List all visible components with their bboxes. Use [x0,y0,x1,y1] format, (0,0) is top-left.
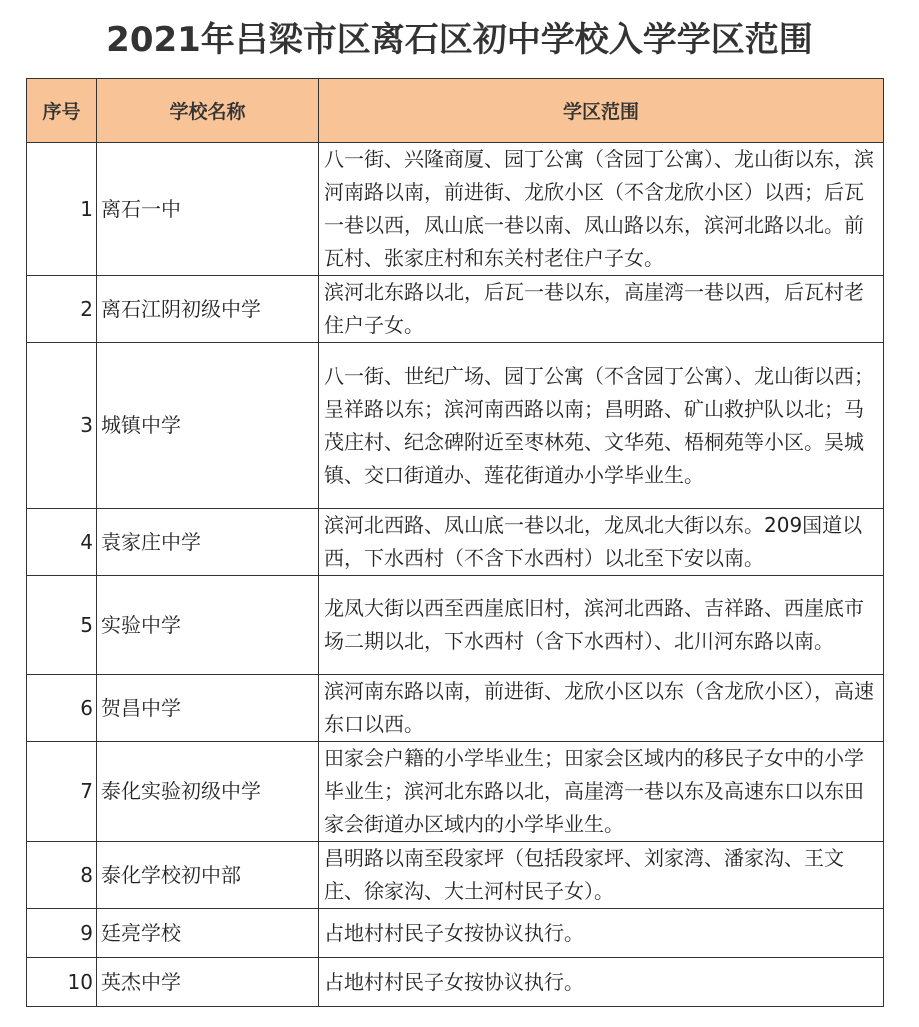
table-row [27,276,884,343]
district-range: 占地村村民子女按协议执行。 [319,958,884,1007]
row-number: 5 [27,576,97,675]
school-name: 泰化学校初中部 [97,842,319,909]
header-number: 序号 [27,79,97,143]
school-name: 城镇中学 [97,343,319,509]
row-number: 1 [27,143,97,276]
table-row [27,675,884,742]
district-range: 昌明路以南至段家坪（包括段家坪、刘家湾、潘家沟、王文庄、徐家沟、大土河村民子女）。 [319,842,884,909]
row-number: 6 [27,675,97,742]
header-school-name: 学校名称 [97,79,319,143]
school-name: 贺昌中学 [97,675,319,742]
school-name: 泰化实验初级中学 [97,742,319,842]
table-header-row [27,79,884,143]
school-name: 英杰中学 [97,958,319,1007]
row-number: 7 [27,742,97,842]
row-number: 9 [27,909,97,958]
table-row [27,909,884,958]
table-row [27,343,884,509]
row-number: 4 [27,509,97,576]
table-row [27,742,884,842]
district-range: 滨河北东路以北，后瓦一巷以东，高崖湾一巷以西，后瓦村老住户子女。 [319,276,884,343]
school-name: 离石江阴初级中学 [97,276,319,343]
district-range: 八一街、世纪广场、园丁公寓（不含园丁公寓）、龙山街以西；呈祥路以东；滨河南西路以南；昌明路、矿山救护队以北；马茂庄村、纪念碑附近至枣林苑、文华苑、梧桐苑等小区。吴城镇、交口街道办、莲花街道办小学毕业生。 [319,343,884,509]
district-range: 占地村村民子女按协议执行。 [319,909,884,958]
row-number: 3 [27,343,97,509]
district-range: 滨河北西路、凤山底一巷以北，龙凤北大街以东。209国道以西，下水西村（不含下水西村）以北至下安以南。 [319,509,884,576]
table-row [27,576,884,675]
row-number: 10 [27,958,97,1007]
table-row [27,509,884,576]
school-name: 实验中学 [97,576,319,675]
district-range: 滨河南东路以南，前进街、龙欣小区以东（含龙欣小区），高速东口以西。 [319,675,884,742]
district-range: 田家会户籍的小学毕业生；田家会区域内的移民子女中的小学毕业生；滨河北东路以北，高崖湾一巷以东及高速东口以东田家会街道办区域内的小学毕业生。 [319,742,884,842]
school-name: 离石一中 [97,143,319,276]
district-range: 龙凤大街以西至西崖底旧村，滨河北西路、吉祥路、西崖底市场二期以北，下水西村（含下水西村）、北川河东路以南。 [319,576,884,675]
school-district-table [26,78,884,1007]
table-row [27,842,884,909]
header-district-range: 学区范围 [319,79,884,143]
school-name: 廷亮学校 [97,909,319,958]
school-name: 袁家庄中学 [97,509,319,576]
row-number: 2 [27,276,97,343]
table-row [27,143,884,276]
row-number: 8 [27,842,97,909]
table-row [27,958,884,1007]
page-title: 2021年吕梁市区离石区初中学校入学学区范围 [106,20,813,60]
district-range: 八一街、兴隆商厦、园丁公寓（含园丁公寓）、龙山街以东，滨河南路以南，前进街、龙欣小区（不含龙欣小区）以西；后瓦一巷以西，凤山底一巷以南、凤山路以东，滨河北路以北。前瓦村、张家庄村和东关村老住户子女。 [319,143,884,276]
